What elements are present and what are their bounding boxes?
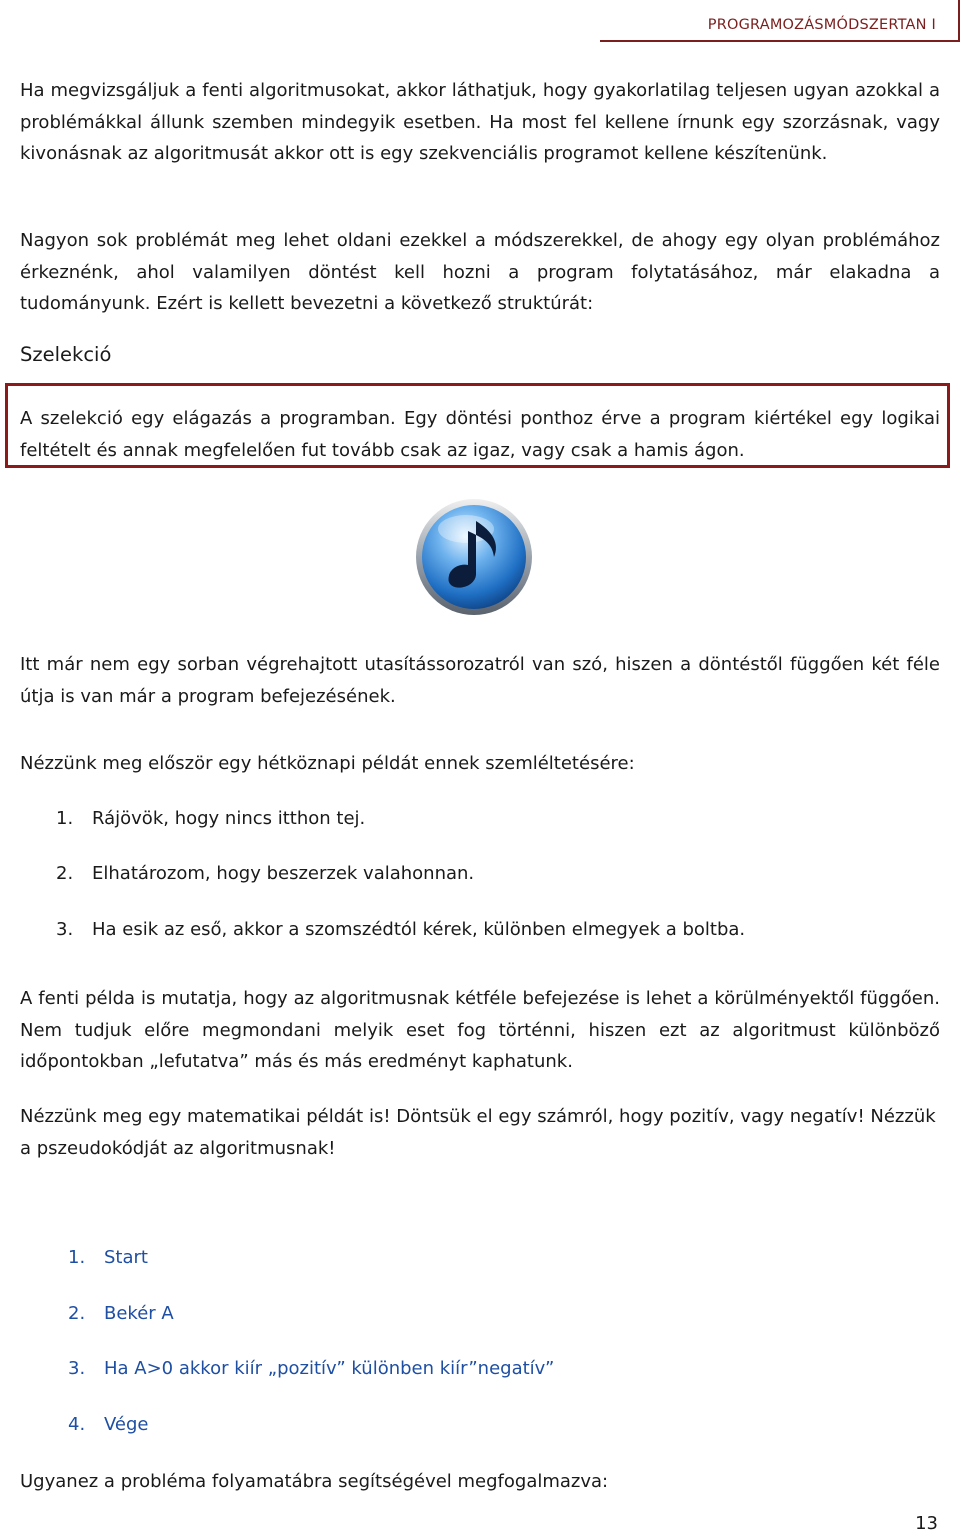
paragraph-intro: Ha megvizsgáljuk a fenti algoritmusokat, akkor láthatjuk, hogy gyakorlatilag teljesen ugyan azokkal a problémákkal állunk szemben mindegyik esetben. Ha most fel kellene írnunk egy szorzásnak, vagy kivonásnak az algoritmusát akkor ott is egy szekvenciális programot kellene készítenünk. — [20, 80, 940, 164]
definition-box — [5, 383, 950, 468]
header-title: PROGRAMOZÁSMÓDSZERTAN I — [707, 17, 936, 33]
paragraph-explanation: Itt már nem egy sorban végrehajtott utasítássorozatról van szó, hiszen a döntéstől függően két féle útja is van már a program befejezésének. — [20, 654, 940, 707]
section-heading: Szelekció — [20, 343, 112, 366]
paragraph-flowchart-intro: Ugyanez a probléma folyamatábra segítségével megfogalmazva: — [20, 1471, 609, 1492]
paragraph-example-intro: Nézzünk meg először egy hétköznapi példát ennek szemléltetésére: — [20, 753, 635, 774]
paragraph-math-example: Nézzünk meg egy matematikai példát is! Döntsük el egy számról, hogy pozitív, vagy negatív! Nézzük a pszeudokódját az algoritmusnak! — [20, 1106, 936, 1159]
paragraph-conclusion: A fenti példa is mutatja, hogy az algoritmusnak kétféle befejezése is lehet a körülményektől függően. Nem tudjuk előre megmondani melyik eset fog történni, hiszen ezt az algoritmust különböző időpontokban „lefutatva” más és más eredményt kaphatunk. — [20, 988, 940, 1072]
definition-text: A szelekció egy elágazás a programban. Egy döntési ponthoz érve a program kiértékel egy logikai feltételt és annak megfelelően fut tovább csak az igaz, vagy csak a hamis ágon. — [20, 408, 940, 461]
music-note-icon — [414, 497, 534, 617]
paragraph-problem: Nagyon sok problémát meg lehet oldani ezekkel a módszerekkel, de ahogy egy olyan problémához érkeznénk, ahol valamilyen döntést kell hozni a program folytatásához, már elakadna a tudományunk. Ezért is kellett bevezetni a következő struktúrát: — [20, 230, 940, 314]
page-header — [0, 0, 960, 42]
header-rule — [600, 40, 960, 42]
page-number: 13 — [915, 1513, 938, 1534]
